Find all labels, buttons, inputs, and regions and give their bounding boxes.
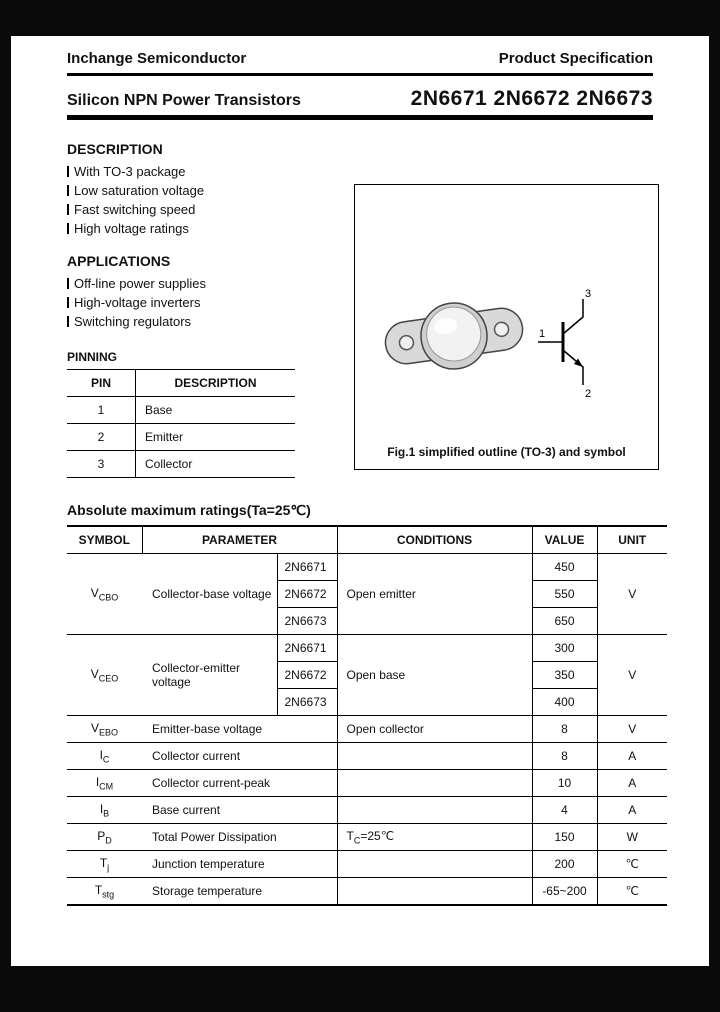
list-item-text: High voltage ratings xyxy=(74,221,189,236)
description-heading: DESCRIPTION xyxy=(67,141,163,157)
condition-cell: Open collector xyxy=(337,716,532,743)
unit-cell: A xyxy=(597,770,667,797)
parameter-column-header: PARAMETER xyxy=(142,526,337,554)
parameter-cell: Emitter-base voltage xyxy=(142,716,337,743)
pin-label-emitter: 2 xyxy=(585,388,592,400)
symbol-cell xyxy=(67,554,142,635)
symbol-main: V xyxy=(90,720,99,735)
symbol-column-header: SYMBOL xyxy=(67,526,142,554)
condition-text: =25℃ xyxy=(360,828,395,843)
parameter-cell: Collector-emitter voltage xyxy=(142,635,277,716)
table-row xyxy=(67,554,667,581)
condition-cell: Open emitter xyxy=(337,554,532,635)
table-row xyxy=(67,451,295,478)
pin-description: Collector xyxy=(136,451,296,478)
symbol-main: T xyxy=(99,855,108,870)
symbol-sub: D xyxy=(105,835,112,846)
pin-number: 1 xyxy=(67,397,136,424)
type-cell: 2N6673 xyxy=(277,608,337,635)
applications-heading: APPLICATIONS xyxy=(67,253,171,269)
list-item-text: Off-line power supplies xyxy=(74,276,206,291)
condition-cell xyxy=(337,851,532,878)
symbol-main: P xyxy=(97,828,106,843)
product-title: Silicon NPN Power Transistors xyxy=(67,92,301,109)
value-cell: 300 xyxy=(532,635,597,662)
table-row xyxy=(67,878,667,906)
symbol-cell xyxy=(67,716,142,743)
pin-number: 3 xyxy=(67,451,136,478)
parameter-cell: Total Power Dissipation xyxy=(142,824,337,851)
symbol-cell xyxy=(67,770,142,797)
parameter-cell: Collector current-peak xyxy=(142,770,337,797)
symbol-cell xyxy=(67,851,142,878)
parameter-cell: Collector current xyxy=(142,743,337,770)
bullet-icon xyxy=(67,223,69,234)
ratings-heading: Absolute maximum ratings(Ta=25℃) xyxy=(67,502,311,518)
description-column-header: DESCRIPTION xyxy=(136,370,296,397)
symbol-sub: EBO xyxy=(99,727,119,738)
condition-cell: Open base xyxy=(337,635,532,716)
table-row xyxy=(67,824,667,851)
symbol-cell xyxy=(67,635,142,716)
title-row xyxy=(67,87,653,111)
bullet-icon xyxy=(67,316,69,327)
value-cell: 650 xyxy=(532,608,597,635)
table-row xyxy=(67,397,295,424)
bullet-icon xyxy=(67,278,69,289)
value-cell: 550 xyxy=(532,581,597,608)
value-cell: 350 xyxy=(532,662,597,689)
symbol-cell xyxy=(67,878,142,906)
unit-cell: V xyxy=(597,635,667,716)
parameter-cell: Base current xyxy=(142,797,337,824)
unit-cell: W xyxy=(597,824,667,851)
pin-number: 2 xyxy=(67,424,136,451)
pin-column-header: PIN xyxy=(67,370,136,397)
figure-caption: Fig.1 simplified outline (TO-3) and symbol xyxy=(387,445,626,459)
bullet-icon xyxy=(67,204,69,215)
pin-description: Base xyxy=(136,397,296,424)
spec-label: Product Specification xyxy=(498,50,653,67)
value-cell: 400 xyxy=(532,689,597,716)
unit-column-header: UNIT xyxy=(597,526,667,554)
list-item-text: Fast switching speed xyxy=(74,202,196,217)
table-row xyxy=(67,851,667,878)
list-item-text: With TO-3 package xyxy=(74,164,186,179)
unit-cell: A xyxy=(597,797,667,824)
type-cell: 2N6672 xyxy=(277,662,337,689)
condition-text: T xyxy=(346,828,354,843)
symbol-sub: CM xyxy=(99,781,114,792)
pinning-header-row xyxy=(67,370,295,397)
table-row xyxy=(67,635,667,662)
symbol-sub: CEO xyxy=(98,673,119,684)
parameter-cell: Collector-base voltage xyxy=(142,554,277,635)
symbol-sub: j xyxy=(107,862,110,873)
value-cell: 450 xyxy=(532,554,597,581)
symbol-main: T xyxy=(94,882,103,897)
symbol-sub: C xyxy=(102,754,110,765)
value-cell: 8 xyxy=(532,716,597,743)
parameter-cell: Storage temperature xyxy=(142,878,337,906)
bullet-icon xyxy=(67,166,69,177)
value-cell: 10 xyxy=(532,770,597,797)
table-row xyxy=(67,424,295,451)
unit-cell: ℃ xyxy=(597,878,667,906)
title-divider xyxy=(67,115,653,120)
ratings-table xyxy=(67,525,667,906)
symbol-cell xyxy=(67,743,142,770)
condition-cell xyxy=(337,770,532,797)
symbol-cell xyxy=(67,824,142,851)
value-cell: 200 xyxy=(532,851,597,878)
list-item-text: Switching regulators xyxy=(74,314,192,329)
type-cell: 2N6671 xyxy=(277,554,337,581)
symbol-cell xyxy=(67,797,142,824)
pinning-heading: PINNING xyxy=(67,350,118,364)
type-cell: 2N6672 xyxy=(277,581,337,608)
condition-sub: C xyxy=(353,835,361,846)
symbol-main: V xyxy=(90,666,99,681)
value-cell: 8 xyxy=(532,743,597,770)
type-cell: 2N6671 xyxy=(277,635,337,662)
condition-cell xyxy=(337,797,532,824)
unit-cell: V xyxy=(597,716,667,743)
list-item-text: High-voltage inverters xyxy=(74,295,201,310)
condition-cell xyxy=(337,878,532,906)
symbol-main: V xyxy=(90,585,99,600)
part-numbers: 2N6671 2N6672 2N6673 xyxy=(410,87,653,110)
bullet-icon xyxy=(67,185,69,196)
symbol-main: I xyxy=(99,801,104,816)
unit-cell: V xyxy=(597,554,667,635)
unit-cell: ℃ xyxy=(597,851,667,878)
document-page xyxy=(11,36,709,966)
symbol-sub: stg xyxy=(102,889,115,900)
pin-description: Emitter xyxy=(136,424,296,451)
condition-cell xyxy=(337,743,532,770)
symbol-main: I xyxy=(95,774,100,789)
table-row xyxy=(67,770,667,797)
to3-package-drawing xyxy=(379,289,529,384)
npn-transistor-symbol xyxy=(533,285,613,400)
table-row xyxy=(67,716,667,743)
page-header xyxy=(67,50,653,67)
value-cell: -65~200 xyxy=(532,878,597,906)
bullet-icon xyxy=(67,297,69,308)
value-cell: 4 xyxy=(532,797,597,824)
type-cell: 2N6673 xyxy=(277,689,337,716)
table-row xyxy=(67,797,667,824)
symbol-sub: B xyxy=(103,808,110,819)
value-column-header: VALUE xyxy=(532,526,597,554)
pin-label-base: 1 xyxy=(539,328,546,340)
header-divider xyxy=(67,73,653,76)
value-cell: 150 xyxy=(532,824,597,851)
table-row xyxy=(67,743,667,770)
company-name: Inchange Semiconductor xyxy=(67,50,247,67)
symbol-main: I xyxy=(99,747,103,762)
list-item-text: Low saturation voltage xyxy=(74,183,205,198)
figure-box xyxy=(354,184,659,470)
conditions-column-header: CONDITIONS xyxy=(337,526,532,554)
list-item xyxy=(67,162,653,181)
symbol-sub: CBO xyxy=(98,592,119,603)
parameter-cell: Junction temperature xyxy=(142,851,337,878)
unit-cell: A xyxy=(597,743,667,770)
ratings-header-row xyxy=(67,526,667,554)
condition-cell xyxy=(337,824,532,851)
pin-label-collector: 3 xyxy=(585,288,592,300)
pinning-table xyxy=(67,369,295,478)
